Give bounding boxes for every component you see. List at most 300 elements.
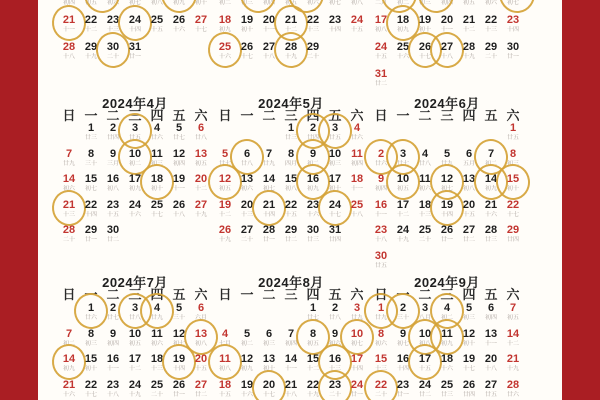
date-number: 14 (284, 353, 298, 365)
lunar-label: 十九 (507, 365, 519, 372)
lunar-label: 初六 (485, 0, 497, 6)
month-title: 2024年6月 (414, 96, 480, 111)
date-number: 26 (440, 224, 454, 236)
date-cell[interactable] (168, 328, 190, 353)
lunar-label: 初五 (307, 340, 319, 347)
date-number: 13 (194, 147, 208, 160)
date-cell[interactable] (146, 302, 168, 327)
date-cell[interactable] (168, 379, 190, 400)
weekday-header: 五 (172, 108, 186, 123)
date-number: 17 (128, 353, 142, 365)
date-cell[interactable] (80, 353, 102, 378)
date-number: 13 (462, 173, 476, 185)
date-number: 3 (399, 147, 407, 160)
lunar-label: 十四 (329, 26, 341, 33)
date-number: 21 (284, 378, 298, 391)
month-calendar-aug (214, 0, 368, 400)
date-number: 11 (441, 327, 453, 340)
lunar-label: 十一 (441, 26, 453, 33)
lunar-label: 初九 (219, 26, 231, 33)
date-cell[interactable] (168, 302, 190, 327)
weekday-header: 六 (506, 287, 520, 302)
date-cell[interactable] (458, 379, 480, 400)
month-calendar-sep (370, 0, 524, 400)
lunar-label: 廿六 (375, 160, 387, 167)
empty-cell (258, 302, 280, 327)
date-cell[interactable] (214, 353, 236, 378)
lunar-label: 廿九 (351, 314, 363, 321)
date-number: 2 (399, 302, 407, 314)
date-number: 3 (331, 122, 339, 134)
date-cell[interactable] (480, 353, 502, 378)
date-number: 10 (328, 147, 342, 160)
lunar-label: 初五 (195, 160, 207, 167)
lunar-label: 初七 (441, 185, 453, 192)
date-cell[interactable] (502, 302, 524, 327)
lunar-label: 廿八 (195, 134, 207, 141)
date-cell[interactable] (502, 379, 524, 400)
date-cell[interactable] (370, 353, 392, 378)
weekday-header-row (370, 288, 524, 302)
lunar-label: 十二 (85, 26, 97, 33)
lunar-label: 十八 (285, 391, 297, 398)
date-number: 4 (153, 302, 161, 314)
date-number: 11 (151, 327, 163, 340)
date-number: 6 (265, 327, 273, 340)
lunar-label: 初十 (85, 365, 97, 372)
lunar-label: 初四 (441, 0, 453, 6)
date-cell[interactable] (80, 328, 102, 353)
date-cell[interactable] (414, 353, 436, 378)
date-cell[interactable] (102, 328, 124, 353)
date-number: 17 (350, 353, 364, 365)
date-number: 21 (284, 14, 298, 26)
lunar-label: 初五 (285, 0, 297, 6)
lunar-label: 十五 (285, 211, 297, 218)
date-number: 24 (128, 378, 142, 391)
lunar-label: 十二 (195, 185, 207, 192)
lunar-label: 十七 (151, 211, 163, 218)
lunar-label: 初三 (507, 160, 519, 167)
date-number: 5 (221, 147, 229, 160)
date-cell[interactable] (436, 302, 458, 327)
date-cell[interactable] (324, 379, 346, 400)
date-number: 9 (331, 327, 339, 340)
weekday-header: 六 (194, 108, 208, 123)
date-cell[interactable] (302, 353, 324, 378)
date-number: 27 (262, 41, 276, 53)
lunar-label: 十三 (375, 365, 387, 372)
lunar-label: 初八 (351, 0, 363, 6)
lunar-label: 廿六 (85, 314, 97, 321)
weekday-header: 三 (440, 287, 454, 302)
lunar-label: 二十 (375, 391, 387, 398)
date-number: 6 (197, 302, 205, 314)
lunar-label: 十二 (463, 26, 475, 33)
week-row (370, 328, 524, 353)
lunar-label: 初七 (507, 0, 519, 6)
lunar-label: 十五 (151, 26, 163, 33)
date-number: 23 (396, 378, 410, 391)
date-cell[interactable] (80, 379, 102, 400)
date-cell[interactable] (502, 328, 524, 353)
lunar-label: 廿九 (441, 160, 453, 167)
lunar-label: 廿八 (241, 160, 253, 167)
date-cell[interactable] (190, 353, 212, 378)
date-number: 16 (374, 198, 388, 211)
date-cell[interactable] (436, 353, 458, 378)
date-cell[interactable] (458, 353, 480, 378)
date-cell[interactable] (102, 302, 124, 327)
date-cell[interactable] (258, 353, 280, 378)
weekday-header-row (214, 288, 368, 302)
date-cell[interactable] (392, 353, 414, 378)
date-number: 17 (396, 198, 410, 211)
lunar-label: 初四 (63, 0, 75, 6)
date-number: 30 (106, 41, 120, 53)
lunar-label: 十九 (219, 236, 231, 243)
right-red-border (562, 0, 600, 400)
date-cell[interactable] (302, 302, 324, 327)
lunar-label: 初二 (307, 160, 319, 167)
date-cell[interactable] (346, 328, 368, 353)
lunar-label: 初九 (241, 365, 253, 372)
lunar-label: 廿二 (285, 236, 297, 243)
lunar-label: 初十 (151, 185, 163, 192)
lunar-label: 初六 (107, 0, 119, 6)
date-cell[interactable] (190, 328, 212, 353)
date-cell[interactable] (324, 302, 346, 327)
date-number: 17 (418, 353, 432, 365)
date-number: 21 (506, 353, 520, 365)
date-number: 24 (328, 198, 342, 211)
date-number: 7 (65, 147, 73, 160)
date-number: 26 (172, 14, 186, 26)
date-number: 30 (306, 224, 320, 236)
date-cell[interactable] (214, 379, 236, 400)
date-cell[interactable] (436, 328, 458, 353)
lunar-label: 十九 (397, 236, 409, 243)
month-title: 2024年9月 (414, 275, 480, 290)
date-cell[interactable] (436, 379, 458, 400)
date-number: 12 (240, 353, 254, 365)
date-number: 11 (151, 147, 163, 160)
date-cell[interactable] (190, 379, 212, 400)
lunar-label: 廿五 (329, 134, 341, 141)
lunar-label: 初八 (219, 365, 231, 372)
date-cell[interactable] (168, 353, 190, 378)
date-cell[interactable] (414, 379, 436, 400)
date-number: 29 (84, 41, 98, 53)
lunar-label: 十四 (507, 26, 519, 33)
date-number: 22 (84, 378, 98, 391)
lunar-label: 初五 (463, 0, 475, 6)
date-number: 3 (353, 302, 361, 314)
lunar-label: 十九 (285, 53, 297, 60)
date-number: 28 (462, 41, 476, 53)
date-number: 29 (484, 41, 498, 53)
date-number: 24 (350, 378, 364, 391)
date-number: 31 (128, 41, 142, 53)
date-cell[interactable] (370, 302, 392, 327)
lunar-label: 十五 (195, 365, 207, 372)
lunar-label: 初十 (507, 185, 519, 192)
lunar-label: 三十 (173, 314, 185, 321)
date-cell[interactable] (480, 328, 502, 353)
lunar-label: 初二 (397, 0, 409, 6)
date-number: 7 (487, 147, 495, 160)
date-cell[interactable] (346, 379, 368, 400)
date-cell[interactable] (302, 328, 324, 353)
date-cell[interactable] (102, 379, 124, 400)
date-number: 20 (440, 14, 454, 26)
date-number: 22 (306, 378, 320, 391)
date-number: 15 (284, 173, 298, 185)
date-cell[interactable] (58, 353, 80, 378)
date-number: 22 (84, 198, 98, 211)
lunar-label: 初二 (441, 314, 453, 321)
month-title: 2024年7月 (102, 275, 168, 290)
date-number: 24 (350, 14, 364, 26)
date-number: 30 (374, 249, 388, 262)
weekday-header: 日 (374, 108, 388, 123)
date-number: 24 (396, 224, 410, 236)
date-number: 21 (262, 198, 276, 211)
lunar-label: 初六 (419, 185, 431, 192)
date-cell[interactable] (146, 353, 168, 378)
date-number: 16 (106, 173, 120, 185)
date-number: 16 (306, 173, 320, 185)
lunar-label: 初十 (463, 340, 475, 347)
lunar-label: 廿四 (329, 236, 341, 243)
lunar-label: 初三 (85, 340, 97, 347)
date-number: 16 (106, 353, 120, 365)
lunar-label: 十一 (375, 211, 387, 218)
date-number: 5 (175, 122, 183, 134)
lunar-label: 十一 (351, 185, 363, 192)
lunar-label: 十七 (419, 53, 431, 60)
date-cell[interactable] (58, 379, 80, 400)
date-cell[interactable] (370, 379, 392, 400)
week-row (370, 302, 524, 327)
lunar-label: 初五 (129, 340, 141, 347)
lunar-label: 廿七 (173, 134, 185, 141)
date-cell[interactable] (392, 302, 414, 327)
date-number: 12 (462, 327, 476, 340)
date-cell[interactable] (124, 379, 146, 400)
date-cell[interactable] (414, 302, 436, 327)
lunar-label: 十七 (241, 53, 253, 60)
lunar-label: 初五 (219, 185, 231, 192)
week-row (214, 328, 368, 353)
date-cell[interactable] (302, 379, 324, 400)
lunar-label: 十三 (107, 26, 119, 33)
date-number: 17 (374, 14, 388, 26)
date-cell[interactable] (236, 353, 258, 378)
date-number: 18 (218, 14, 232, 26)
date-cell[interactable] (280, 328, 302, 353)
lunar-label: 十六 (129, 211, 141, 218)
date-cell[interactable] (324, 353, 346, 378)
date-number: 1 (377, 302, 385, 314)
month-title: 2024年4月 (102, 96, 168, 111)
lunar-label: 十五 (107, 211, 119, 218)
lunar-label: 六月 (195, 314, 207, 321)
date-cell[interactable] (214, 328, 236, 353)
date-cell[interactable] (458, 302, 480, 327)
weekday-header: 一 (240, 108, 254, 123)
weekday-header: 三 (128, 287, 142, 302)
date-number: 27 (462, 224, 476, 236)
date-number: 25 (440, 378, 454, 391)
lunar-label: 十三 (485, 26, 497, 33)
date-cell[interactable] (146, 328, 168, 353)
date-cell[interactable] (190, 302, 212, 327)
weekday-header: 四 (462, 108, 476, 123)
lunar-label: 初十 (329, 185, 341, 192)
date-number: 8 (287, 147, 295, 160)
date-cell[interactable] (80, 302, 102, 327)
date-number: 25 (150, 14, 164, 26)
date-cell[interactable] (236, 379, 258, 400)
weekday-header: 六 (506, 108, 520, 123)
date-number: 26 (218, 224, 232, 236)
date-cell[interactable] (280, 353, 302, 378)
lunar-label: 十一 (63, 26, 75, 33)
lunar-label: 十二 (219, 211, 231, 218)
lunar-label: 廿七 (307, 314, 319, 321)
date-number: 26 (418, 41, 432, 53)
date-number: 21 (62, 378, 76, 391)
date-cell[interactable] (458, 328, 480, 353)
date-cell[interactable] (258, 379, 280, 400)
lunar-label: 二十 (63, 236, 75, 243)
empty-cell (58, 302, 80, 327)
lunar-label: 廿三 (85, 134, 97, 141)
date-cell[interactable] (236, 328, 258, 353)
date-cell[interactable] (414, 328, 436, 353)
lunar-label: 四月 (285, 160, 297, 167)
lunar-label: 廿三 (485, 236, 497, 243)
lunar-label: 十七 (463, 365, 475, 372)
date-number: 31 (328, 224, 342, 236)
lunar-label: 初八 (419, 340, 431, 347)
date-number: 13 (240, 173, 254, 185)
weekday-header: 三 (440, 108, 454, 123)
date-cell[interactable] (502, 353, 524, 378)
date-number: 23 (374, 224, 388, 236)
date-cell[interactable] (124, 328, 146, 353)
date-number: 12 (172, 147, 186, 160)
lunar-label: 廿五 (485, 391, 497, 398)
lunar-label: 廿八 (329, 314, 341, 321)
lunar-label: 十四 (441, 211, 453, 218)
date-cell[interactable] (480, 379, 502, 400)
date-cell[interactable] (146, 379, 168, 400)
date-cell[interactable] (58, 328, 80, 353)
weekday-header: 二 (106, 287, 120, 302)
lunar-label: 廿八 (419, 160, 431, 167)
date-cell[interactable] (392, 328, 414, 353)
date-number: 11 (419, 173, 431, 185)
lunar-label: 廿九 (263, 160, 275, 167)
date-number: 24 (128, 198, 142, 211)
date-number: 3 (131, 302, 139, 314)
date-number: 19 (418, 14, 432, 26)
lunar-label: 廿一 (441, 236, 453, 243)
date-cell[interactable] (480, 302, 502, 327)
month-title: 2024年8月 (258, 275, 324, 290)
lunar-label: 十九 (85, 53, 97, 60)
date-cell[interactable] (124, 353, 146, 378)
lunar-label: 初二 (485, 160, 497, 167)
date-number: 20 (240, 198, 254, 211)
date-number: 22 (306, 14, 320, 26)
date-number: 20 (462, 198, 476, 211)
date-number: 10 (396, 173, 410, 185)
lunar-label: 廿九 (63, 160, 75, 167)
weekday-header: 五 (484, 108, 498, 123)
empty-cell (236, 302, 258, 327)
date-cell[interactable] (258, 328, 280, 353)
lunar-label: 十八 (485, 365, 497, 372)
date-number: 12 (172, 327, 186, 340)
lunar-label: 初三 (263, 340, 275, 347)
date-cell[interactable] (346, 302, 368, 327)
date-number: 17 (128, 173, 142, 185)
lunar-label: 七月 (219, 340, 231, 347)
date-number: 15 (306, 353, 320, 365)
lunar-label: 十六 (307, 211, 319, 218)
weekday-header: 三 (284, 287, 298, 302)
date-number: 9 (109, 327, 117, 340)
date-number: 19 (240, 14, 254, 26)
date-number: 29 (84, 224, 98, 236)
date-cell[interactable] (324, 328, 346, 353)
lunar-label: 十三 (307, 26, 319, 33)
date-number: 9 (377, 173, 385, 185)
lunar-label: 十六 (63, 391, 75, 398)
date-cell[interactable] (102, 353, 124, 378)
lunar-label: 十六 (485, 211, 497, 218)
date-number: 4 (353, 122, 361, 134)
lunar-label: 廿三 (441, 391, 453, 398)
date-cell[interactable] (280, 379, 302, 400)
lunar-label: 初八 (375, 26, 387, 33)
lunar-label: 十九 (129, 391, 141, 398)
lunar-label: 十一 (285, 365, 297, 372)
date-cell[interactable] (124, 302, 146, 327)
date-number: 28 (262, 224, 276, 236)
weekday-header: 三 (128, 108, 142, 123)
lunar-label: 廿一 (263, 236, 275, 243)
lunar-label: 廿九 (375, 314, 387, 321)
date-cell[interactable] (392, 379, 414, 400)
lunar-label: 廿一 (173, 391, 185, 398)
date-number: 18 (350, 173, 364, 185)
date-cell[interactable] (370, 328, 392, 353)
weekday-header: 一 (396, 108, 410, 123)
date-number: 22 (284, 198, 298, 211)
lunar-label: 初十 (195, 0, 207, 6)
lunar-label: 十七 (263, 391, 275, 398)
date-number: 28 (506, 378, 520, 391)
lunar-label: 二十 (419, 236, 431, 243)
lunar-label: 初二 (63, 340, 75, 347)
lunar-label: 十二 (507, 340, 519, 347)
date-cell[interactable] (346, 353, 368, 378)
date-number: 15 (84, 353, 98, 365)
